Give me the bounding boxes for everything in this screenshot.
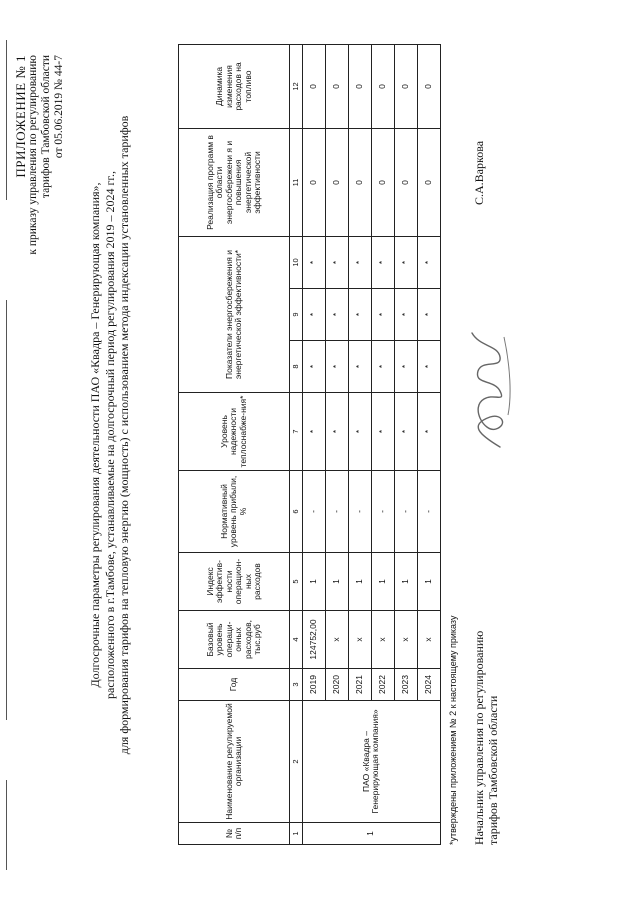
appendix-heading: ПРИЛОЖЕНИЕ № 1 — [13, 55, 28, 178]
cell-energy-10: * — [417, 236, 440, 288]
cell-program: 0 — [348, 128, 371, 236]
cell-profit: - — [325, 471, 348, 553]
col-number: 3 — [290, 669, 303, 701]
title-line-1: Долгосрочные параметры регулирования деятельности ПАО «Квадра – Генерирующая компания», — [88, 182, 102, 688]
cell-energy-10: * — [348, 236, 371, 288]
page-edge-line — [6, 300, 7, 720]
cell-profit: - — [394, 471, 417, 553]
cell-energy-9: * — [417, 289, 440, 341]
header-fuel: Динамика изменения расходов на топливо — [179, 44, 290, 128]
cell-reliability: * — [371, 393, 394, 471]
appendix-line-1: к приказу управления по регулированию — [27, 55, 39, 255]
cell-index: 1 — [302, 553, 325, 611]
cell-reliability: * — [417, 393, 440, 471]
cell-profit: - — [348, 471, 371, 553]
cell-program: 0 — [394, 128, 417, 236]
col-number: 1 — [290, 823, 303, 845]
header-index: Индекс эффектив-ности операцион-ных расходов — [179, 553, 290, 611]
cell-base: x — [394, 611, 417, 669]
header-row — [179, 44, 290, 844]
cell-energy-8: * — [325, 341, 348, 393]
cell-reliability: * — [348, 393, 371, 471]
col-number: 6 — [290, 471, 303, 553]
cell-energy-8: * — [348, 341, 371, 393]
header-program: Реализация программ в области энергосбережени я и повышения энергетической эффективности — [179, 128, 290, 236]
header-num: № п/п — [179, 823, 290, 845]
cell-index: 1 — [348, 553, 371, 611]
cell-base: x — [417, 611, 440, 669]
handwritten-signature — [450, 315, 520, 455]
signer-name: С.А.Варкова — [472, 140, 486, 205]
signer-position-line-1: Начальник управления по регулированию — [472, 630, 486, 845]
cell-energy-10: * — [371, 236, 394, 288]
cell-fuel: 0 — [371, 44, 394, 128]
cell-energy-9: * — [302, 289, 325, 341]
cell-reliability: * — [302, 393, 325, 471]
title-line-2: расположенного в г.Тамбове, устанавливаемые на долгосрочный период регулирования 2019 – 2024 гг., — [102, 171, 117, 699]
cell-energy-8: * — [394, 341, 417, 393]
cell-reliability: * — [325, 393, 348, 471]
col-number: 9 — [290, 289, 303, 341]
appendix-line-2: тарифов Тамбовской области — [40, 55, 52, 199]
header-energy: Показатели энергосбережения и энергетической эффективности* — [179, 236, 290, 392]
title-line-3: для формирования тарифов на тепловую энергию (мощность) с использованием метода индексации установленных тарифов — [117, 115, 131, 755]
table-row — [302, 44, 325, 844]
col-number: 7 — [290, 393, 303, 471]
header-reliability: Уровень надежности теплоснабже-ния* — [179, 393, 290, 471]
org-name: ПАО «Квадра – Генерирующая компания» — [302, 701, 440, 823]
header-org: Наименование регулируемой организации — [179, 701, 290, 823]
col-number: 12 — [290, 44, 303, 128]
cell-fuel: 0 — [417, 44, 440, 128]
cell-profit: - — [371, 471, 394, 553]
cell-fuel: 0 — [325, 44, 348, 128]
footnote: *утверждены приложением № 2 к настоящему приказу — [448, 615, 458, 845]
col-number: 4 — [290, 611, 303, 669]
cell-energy-10: * — [302, 236, 325, 288]
cell-energy-9: * — [325, 289, 348, 341]
cell-fuel: 0 — [394, 44, 417, 128]
cell-fuel: 0 — [348, 44, 371, 128]
cell-index: 1 — [394, 553, 417, 611]
cell-base: x — [325, 611, 348, 669]
cell-program: 0 — [325, 128, 348, 236]
cell-index: 1 — [371, 553, 394, 611]
header-year: Год — [179, 669, 290, 701]
signer-position-line-2: тарифов Тамбовской области — [486, 695, 500, 845]
cell-base: x — [348, 611, 371, 669]
header-base: Базовый уровень операци-онных расходов, тыс.руб — [179, 611, 290, 669]
cell-energy-10: * — [394, 236, 417, 288]
header-profit: Нормативный уровень прибыли, % — [179, 471, 290, 553]
col-number: 11 — [290, 128, 303, 236]
cell-energy-10: * — [325, 236, 348, 288]
cell-energy-8: * — [417, 341, 440, 393]
cell-year: 2024 — [417, 669, 440, 701]
cell-program: 0 — [417, 128, 440, 236]
appendix-line-3: от 05.06.2019 № 44-7 — [53, 55, 65, 159]
cell-energy-9: * — [394, 289, 417, 341]
cell-energy-9: * — [371, 289, 394, 341]
cell-base: 124752,00 — [302, 611, 325, 669]
cell-program: 0 — [371, 128, 394, 236]
cell-profit: - — [302, 471, 325, 553]
cell-program: 0 — [302, 128, 325, 236]
col-number: 5 — [290, 553, 303, 611]
cell-year: 2022 — [371, 669, 394, 701]
cell-index: 1 — [417, 553, 440, 611]
document-title — [88, 35, 132, 835]
cell-year: 2021 — [348, 669, 371, 701]
page-edge-line — [6, 40, 7, 200]
column-numbers-row — [290, 44, 303, 844]
col-number: 2 — [290, 701, 303, 823]
col-number: 8 — [290, 341, 303, 393]
cell-index: 1 — [325, 553, 348, 611]
parameters-table — [178, 44, 441, 845]
cell-energy-8: * — [302, 341, 325, 393]
cell-energy-8: * — [371, 341, 394, 393]
cell-reliability: * — [394, 393, 417, 471]
appendix-block — [14, 55, 66, 405]
cell-year: 2023 — [394, 669, 417, 701]
row-number: 1 — [302, 823, 440, 845]
cell-year: 2019 — [302, 669, 325, 701]
cell-fuel: 0 — [302, 44, 325, 128]
col-number: 10 — [290, 236, 303, 288]
cell-base: x — [371, 611, 394, 669]
page-edge-line — [6, 780, 7, 870]
cell-year: 2020 — [325, 669, 348, 701]
cell-energy-9: * — [348, 289, 371, 341]
cell-profit: - — [417, 471, 440, 553]
signer-position — [472, 515, 500, 845]
